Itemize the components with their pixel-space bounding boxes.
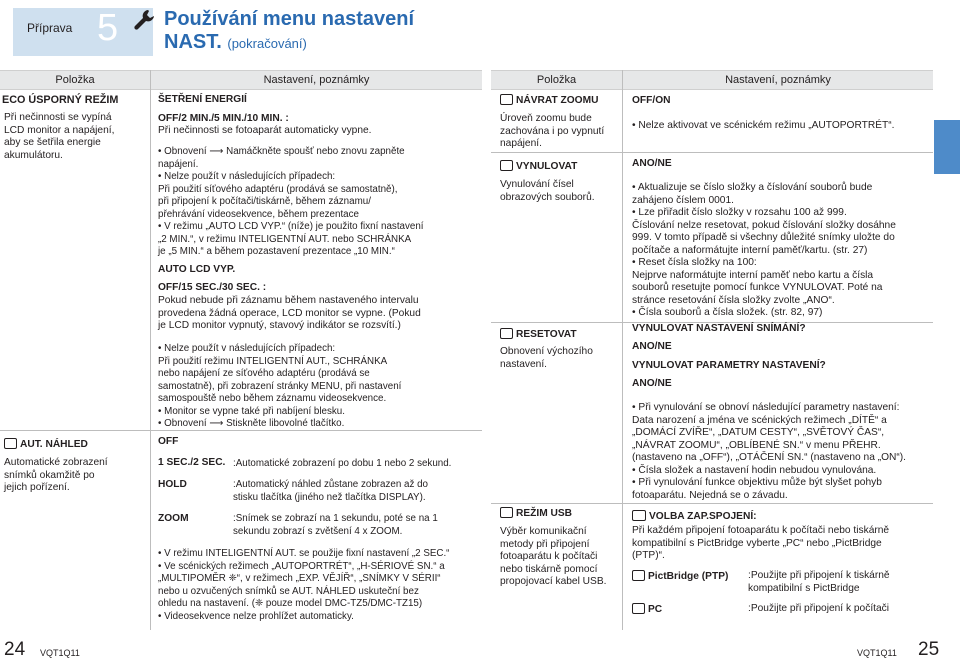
printer-icon xyxy=(632,570,645,581)
review-desc: Automatické zobrazení snímků okamžitě po jejich pořízení. xyxy=(4,457,108,493)
zoom-desc: Úroveň zoomu bude zachována i po vypnutí napájení. xyxy=(500,113,605,149)
usb-conn-head: VOLBA ZAP.SPOJENÍ: xyxy=(632,510,757,524)
page-title-line2: NAST. (pokračování) xyxy=(164,31,307,53)
reset-num-opts: ANO/NE xyxy=(632,158,672,169)
divider xyxy=(622,70,623,630)
col-header-settings: Nastavení, poznámky xyxy=(151,70,482,90)
page-number-right: 25 xyxy=(918,639,940,660)
usb-ptp-desc: :Použijte při připojení k tiskárně kompatibilní s PictBridge xyxy=(748,570,890,594)
usb-pc-label: PC xyxy=(632,603,662,617)
lcd-bullets: • Nelze použít v následujících případech: Při použití režimu INTELIGENTNÍ AUT., SCHRÁNKA nebo napájení ze síťového adaptéru (prodává se samostatně), při zobrazení stránky MENU, při nastavení samospouště nebo během záznamu videosekvence. • Monitor se vypne také při nabíjení blesku. • Obnovení ⟶ Stiskněte libovolné tlačítko. xyxy=(158,343,402,429)
review-icon xyxy=(4,438,17,449)
section-number: 5 xyxy=(97,7,119,49)
review-1sec-desc: :Automatické zobrazení po dobu 1 nebo 2 sekund. xyxy=(233,458,452,469)
review-hold-desc: :Automatický náhled zůstane zobrazen až do stisku tlačítka (jiného než tlačítka DISPLAY). xyxy=(233,479,428,503)
title-suffix: (pokračování) xyxy=(227,36,307,51)
wrench-icon xyxy=(133,8,155,32)
usb-ptp-label: PictBridge (PTP) xyxy=(632,570,728,584)
energy-desc: Při nečinnosti se fotoaparát automaticky vypne. xyxy=(158,125,372,136)
reset-settings-head: VYNULOVAT NASTAVENÍ SNÍMÁNÍ? xyxy=(632,323,806,334)
review-1sec-label: 1 SEC./2 SEC. xyxy=(158,457,226,468)
section-label: Příprava xyxy=(27,21,73,35)
col-header-item: Položka xyxy=(0,70,150,90)
eco-title: ECO ÚSPORNÝ REŽIM xyxy=(2,94,119,106)
divider xyxy=(491,503,933,504)
resetovat-title: RESETOVAT xyxy=(500,328,577,342)
page-title: Používání menu nastavení xyxy=(164,8,415,30)
model-code-left: VQT1Q11 xyxy=(40,648,80,658)
reset-num-bullets: • Aktualizuje se číslo složky a číslování souborů bude zahájeno číslem 0001. • Lze přiřadit číslo složky v rozsahu 100 až 999. Číslování nelze resetovat, pokud číslování složky dosáhne 999. V tomto případě si všechny důležité snímky uložte do počítače a naformátujte interní paměť/kartu. (str. 27) • Reset čísla složky na 100: Nejprve naformátujte interní paměť nebo kartu a čísla souborů resetujte pomocí funkce VYNULOVAT. Poté na stránce resetování čísla složky zvolte „ANO“. • Čísla souborů a čísla složek. (str. 82, 97) xyxy=(632,182,896,318)
review-hold-label: HOLD xyxy=(158,479,187,490)
usb-icon xyxy=(500,507,513,518)
section-tab xyxy=(934,120,960,174)
eco-desc: Při nečinnosti se vypíná LCD monitor a napájení, aby se šetřila energie akumulátoru. xyxy=(4,112,115,161)
reset-settings-opts: ANO/NE xyxy=(632,341,672,352)
model-code-right: VQT1Q11 xyxy=(857,648,897,658)
zoom-bullet: • Nelze aktivovat ve scénickém režimu „AUTOPORTRÉT“. xyxy=(632,120,895,131)
lcd-opts: OFF/15 SEC./30 SEC. : xyxy=(158,282,267,293)
section-badge xyxy=(13,8,153,56)
computer-icon xyxy=(632,603,645,614)
connection-icon xyxy=(632,510,646,521)
zoom-title: NÁVRAT ZOOMU xyxy=(500,94,598,108)
page-number-left: 24 xyxy=(4,639,26,660)
eco-icon: ECO xyxy=(2,94,26,106)
divider xyxy=(150,70,151,630)
review-bullets: • V režimu INTELIGENTNÍ AUT. se použije fixní nastavení „2 SEC.“ • Ve scénických režimech „AUTOPORTRÉT“, „H-SÉRIOVÉ SN.“ a „MULTIPOMĚR ❈“, v režimech „EXP. VĚJÍŘ“, „SNÍMKY V SÉRII“ nebo u ozvučených snímků se AUT. NÁHLED uskuteční bez ohledu na nastavení. (❈ pouze model DMC-TZ5/DMC-TZ15) • Videosekvence nelze prohlížet automaticky. xyxy=(158,548,450,622)
reset-num-desc: Vynulování čísel obrazových souborů. xyxy=(500,179,595,203)
reset-params-head: VYNULOVAT PARAMETRY NASTAVENÍ? xyxy=(632,360,826,371)
energy-bullets: • Obnovení ⟶ Namáčkněte spoušť nebo znovu zapněte napájení. • Nelze použít v následujících případech: Při použití síťového adaptéru (prodává se samostatně), při připojení k počítači/tiskárně, během záznamu/ přehrávání videosekvence, během prezentace • V režimu „AUTO LCD VYP.“ (níže) je použito fixní nastavení „2 MIN.“, v režimu INTELIGENTNÍ AUT. nebo SCHRÁNKA je „5 MIN.“ a během pozastavení prezentace „10 MIN.“ xyxy=(158,146,424,257)
usb-title: REŽIM USB xyxy=(500,507,572,521)
review-zoom-desc: :Snímek se zobrazí na 1 sekundu, poté se na 1 sekundu zobrazí s zvětšení 4 x ZOOM. xyxy=(233,513,438,537)
zoom-opts: OFF/ON xyxy=(632,95,671,106)
usb-pc-desc: :Použijte při připojení k počítači xyxy=(748,603,889,614)
usb-conn-desc: Při každém připojení fotoaparátu k počítači nebo tiskárně kompatibilní s PictBridge vyberte „PC“ nebo „PictBridge (PTP)“. xyxy=(632,525,890,561)
resetovat-desc: Obnovení výchozího nastavení. xyxy=(500,346,593,370)
reset-bullets: • Při vynulování se obnoví následující parametry nastavení: Data narození a jména ve scénických režimech „DÍTĚ“ a „DOMÁCÍ ZVÍŘE“, „DATUM CESTY“, „SVĚTOVÝ ČAS“, „NÁVRAT ZOOMU“, „OBLÍBENÉ SN.“ v menu PŘEHR. (nastaveno na „OFF“), „OTÁČENÍ SN.“ (nastaveno na „ON“). • Čísla složek a nastavení hodin nebudou vynulována. • Při vynulování funkce objektivu může být slyšet pohyb fotoaparátu. Nejedná se o závadu. xyxy=(632,402,907,501)
col-header-settings-right: Nastavení, poznámky xyxy=(623,70,933,90)
review-zoom-label: ZOOM xyxy=(158,513,189,524)
reset-icon xyxy=(500,328,513,339)
reset-params-opts: ANO/NE xyxy=(632,378,672,389)
lcd-head: AUTO LCD VYP. xyxy=(158,264,236,275)
usb-desc: Výběr komunikační metody při připojení fotoaparátu k počítači nebo tiskárně pomocí propojovací kabel USB. xyxy=(500,526,607,587)
lcd-desc: Pokud nebude při záznamu během nastaveného intervalu provedena žádná operace, LCD monitor se vypne. (Pokud je LCD monitor vypnutý, stavový indikátor se rozsvítí.) xyxy=(158,295,421,331)
divider xyxy=(491,152,933,153)
file-number-icon xyxy=(500,160,513,171)
energy-head: ŠETŘENÍ ENERGIÍ xyxy=(158,94,247,105)
col-header-item-right: Položka xyxy=(491,70,622,90)
zoom-resume-icon xyxy=(500,94,513,105)
reset-num-title: VYNULOVAT xyxy=(500,160,577,174)
energy-opts: OFF/2 MIN./5 MIN./10 MIN. : xyxy=(158,113,289,124)
review-title: AUT. NÁHLED xyxy=(4,438,88,452)
review-off: OFF xyxy=(158,436,179,447)
